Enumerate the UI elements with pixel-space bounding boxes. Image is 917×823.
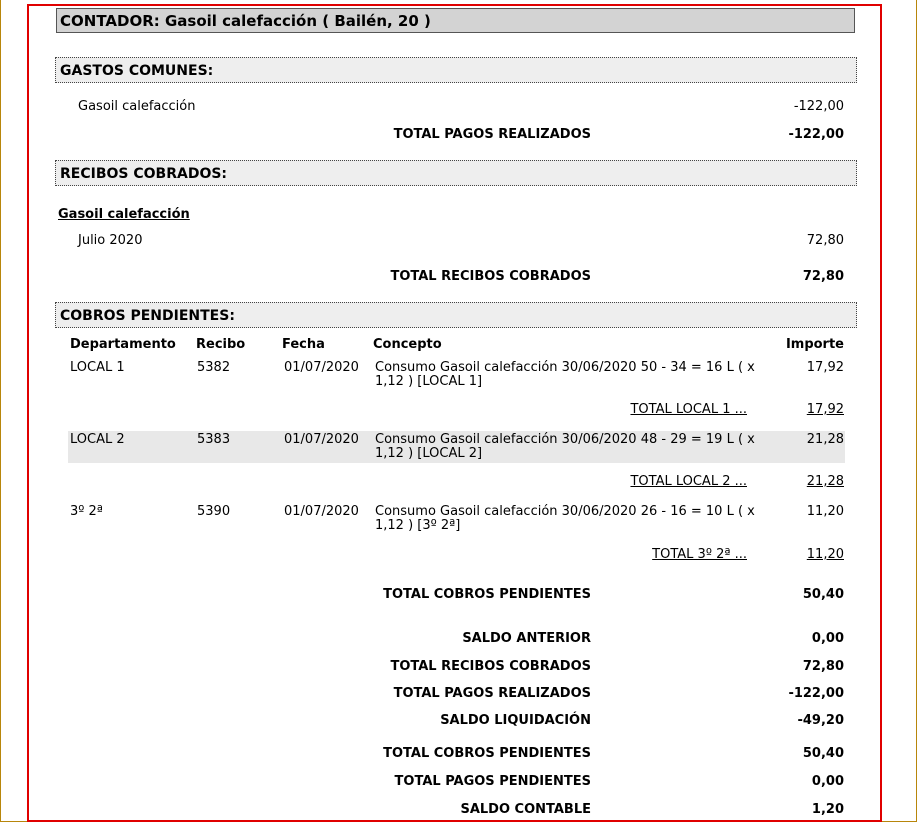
- summary-pagos-pendientes-label: TOTAL PAGOS PENDIENTES: [394, 774, 591, 789]
- summary-pagos-amount: -122,00: [788, 686, 844, 701]
- col-header-recibo: Recibo: [196, 337, 246, 352]
- row1-total-label: TOTAL LOCAL 1 ...: [630, 402, 747, 417]
- row2-dept: LOCAL 2: [70, 432, 125, 447]
- section-recibos-cobrados: RECIBOS COBRADOS:: [55, 160, 857, 186]
- total-cobros-pendientes-label: TOTAL COBROS PENDIENTES: [383, 587, 591, 602]
- row2-concepto: Consumo Gasoil calefacción 30/06/2020 48 - 29 = 19 L ( x 1,12 ) [LOCAL 2]: [375, 432, 755, 461]
- summary-pagos-pendientes-amount: 0,00: [811, 774, 844, 789]
- row3-dept: 3º 2ª: [70, 504, 103, 519]
- row3-importe: 11,20: [806, 504, 844, 519]
- row1-importe: 17,92: [806, 360, 844, 375]
- col-header-departamento: Departamento: [70, 337, 176, 352]
- row3-recibo: 5390: [197, 504, 231, 519]
- summary-saldo-anterior-amount: 0,00: [811, 631, 844, 646]
- total-recibos-amount: 72,80: [802, 269, 844, 284]
- row1-total-amount: 17,92: [806, 402, 844, 417]
- row3-total-label: TOTAL 3º 2ª ...: [652, 547, 747, 562]
- total-cobros-pendientes-amount: 50,40: [802, 587, 844, 602]
- row2-total-amount: 21,28: [806, 474, 844, 489]
- row1-concepto: Consumo Gasoil calefacción 30/06/2020 50 - 34 = 16 L ( x 1,12 ) [LOCAL 1]: [375, 360, 755, 389]
- summary-recibos-amount: 72,80: [802, 659, 844, 674]
- summary-cobros-pendientes-label: TOTAL COBROS PENDIENTES: [383, 746, 591, 761]
- total-pagos-label: TOTAL PAGOS REALIZADOS: [393, 127, 591, 142]
- row3-concepto: Consumo Gasoil calefacción 30/06/2020 26 - 16 = 10 L ( x 1,12 ) [3º 2ª]: [375, 504, 755, 533]
- col-header-concepto: Concepto: [373, 337, 442, 352]
- gasto-item-amount: -122,00: [793, 99, 844, 114]
- summary-saldo-liquidacion-label: SALDO LIQUIDACIÓN: [440, 713, 591, 728]
- summary-saldo-liquidacion-amount: -49,20: [797, 713, 844, 728]
- row1-recibo: 5382: [197, 360, 231, 375]
- row1-dept: LOCAL 1: [70, 360, 125, 375]
- gasto-item-label: Gasoil calefacción: [78, 99, 196, 114]
- summary-recibos-label: TOTAL RECIBOS COBRADOS: [390, 659, 591, 674]
- row3-total-amount: 11,20: [806, 547, 844, 562]
- section-gastos-comunes: GASTOS COMUNES:: [55, 57, 857, 83]
- total-recibos-label: TOTAL RECIBOS COBRADOS: [390, 269, 591, 284]
- summary-saldo-contable-label: SALDO CONTABLE: [460, 802, 591, 817]
- summary-saldo-anterior-label: SALDO ANTERIOR: [462, 631, 591, 646]
- row3-fecha: 01/07/2020: [284, 504, 359, 519]
- row2-fecha: 01/07/2020: [284, 432, 359, 447]
- recibo-item-amount: 72,80: [806, 233, 844, 248]
- recibos-group-title: Gasoil calefacción: [58, 207, 190, 222]
- total-pagos-amount: -122,00: [788, 127, 844, 142]
- col-header-importe: Importe: [785, 337, 844, 352]
- summary-cobros-pendientes-amount: 50,40: [802, 746, 844, 761]
- summary-pagos-label: TOTAL PAGOS REALIZADOS: [393, 686, 591, 701]
- row1-fecha: 01/07/2020: [284, 360, 359, 375]
- summary-saldo-contable-amount: 1,20: [811, 802, 844, 817]
- page-title: CONTADOR: Gasoil calefacción ( Bailén, 20 ): [56, 8, 855, 33]
- col-header-fecha: Fecha: [282, 337, 325, 352]
- row2-importe: 21,28: [806, 432, 844, 447]
- section-cobros-pendientes: COBROS PENDIENTES:: [55, 302, 857, 328]
- row2-recibo: 5383: [197, 432, 231, 447]
- row2-total-label: TOTAL LOCAL 2 ...: [630, 474, 747, 489]
- recibo-item-label: Julio 2020: [78, 233, 143, 248]
